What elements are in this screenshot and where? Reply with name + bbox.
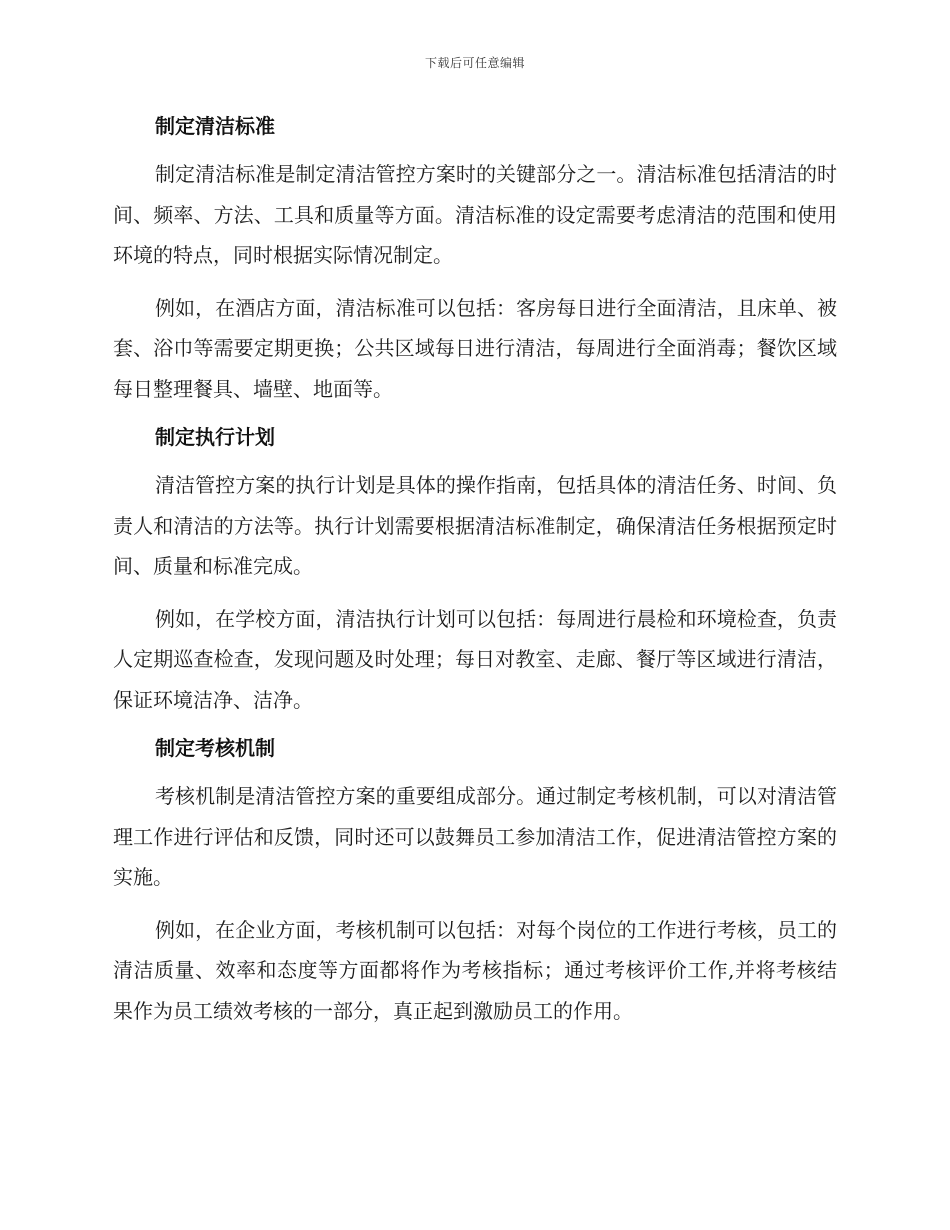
paragraph: 例如，在学校方面，清洁执行计划可以包括：每周进行晨检和环境检查，负责人定期巡查检查，发现问题及时处理；每日对教室、走廊、餐厅等区域进行清洁，保证环境洁净、洁净。: [113, 606, 837, 712]
paragraph: 例如，在酒店方面，清洁标准可以包括：客房每日进行全面清洁，且床单、被套、浴巾等需要定期更换；公共区域每日进行清洁，每周进行全面消毒；餐饮区域每日整理餐具、墙壁、地面等。: [113, 295, 837, 401]
paragraph: 清洁管控方案的执行计划是具体的操作指南，包括具体的清洁任务、时间、负责人和清洁的方法等。执行计划需要根据清洁标准制定，确保清洁任务根据预定时间、质量和标准完成。: [113, 473, 837, 578]
paragraph: 例如，在企业方面，考核机制可以包括：对每个岗位的工作进行考核，员工的清洁质量、效率和态度等方面都将作为考核指标；通过考核评价工作,并将考核结果作为员工绩效考核的一部分，真正起到激励员工的作用。: [113, 917, 837, 1023]
document-body: [113, 110, 837, 1043]
section-heading: 制定考核机制: [155, 736, 275, 760]
paragraph: 制定清洁标准是制定清洁管控方案时的关键部分之一。清洁标准包括清洁的时间、频率、方法、工具和质量等方面。清洁标准的设定需要考虑清洁的范围和使用环境的特点，同时根据实际情况制定。: [113, 162, 837, 267]
section-heading: 制定执行计划: [155, 425, 275, 449]
section-cleaning-standards: [113, 110, 837, 409]
section-heading: 制定清洁标准: [155, 114, 275, 138]
section-execution-plan: [113, 421, 837, 720]
page-header-note: 下载后可任意编辑: [424, 56, 525, 70]
paragraph: 考核机制是清洁管控方案的重要组成部分。通过制定考核机制，可以对清洁管理工作进行评估和反馈，同时还可以鼓舞员工参加清洁工作，促进清洁管控方案的实施。: [113, 784, 837, 889]
section-assessment-mechanism: [113, 732, 837, 1031]
